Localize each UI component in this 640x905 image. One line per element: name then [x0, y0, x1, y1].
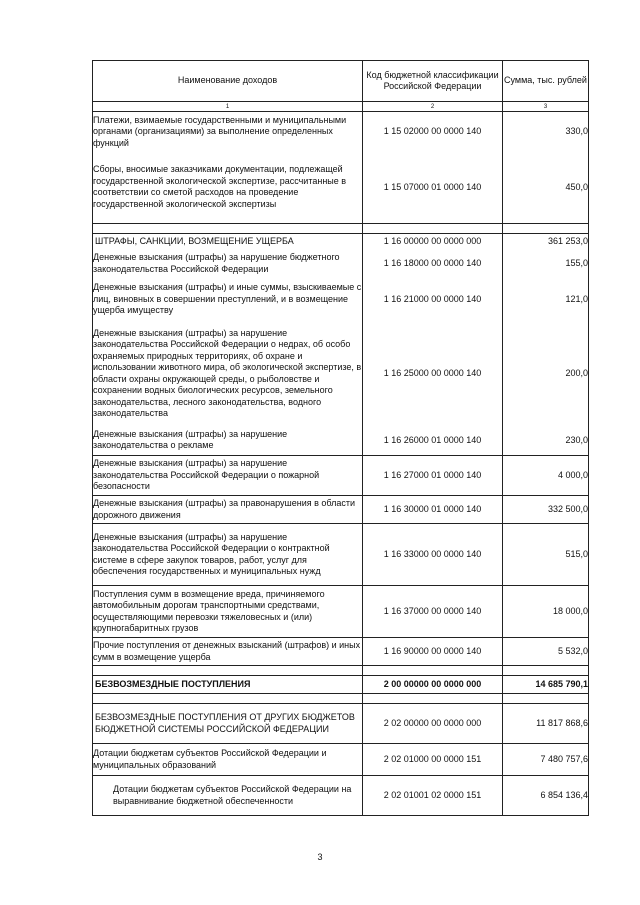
row-code: 1 16 26000 01 0000 140	[363, 426, 503, 456]
row-code: 1 16 25000 00 0000 140	[363, 322, 503, 426]
table-row	[93, 322, 589, 426]
table-row	[93, 152, 589, 224]
row-name: Платежи, взимаемые государственными и муниципальными органами (организациями) за выполнение определенных функций	[93, 112, 363, 152]
row-code: 1 16 30000 01 0000 140	[363, 496, 503, 524]
row-name: Денежные взыскания (штрафы) за правонарушения в области дорожного движения	[93, 496, 363, 524]
row-code: 1 16 33000 00 0000 140	[363, 524, 503, 586]
row-name: Дотации бюджетам субъектов Российской Федерации на выравнивание бюджетной обеспеченности	[93, 776, 363, 816]
row-amount: 515,0	[503, 524, 589, 586]
row-name: Поступления сумм в возмещение вреда, причиняемого автомобильным дорогам транспортными средствами, осуществляющими перевозки тяжеловесных и (или) крупногабаритных грузов	[93, 586, 363, 638]
row-name: Денежные взыскания (штрафы) и иные суммы, взыскиваемые с лиц, виновных в совершении преступлений, и в возмещение ущерба имуществу	[93, 278, 363, 322]
table-row	[93, 776, 589, 816]
row-name: Денежные взыскания (штрафы) за нарушение законодательства о рекламе	[93, 426, 363, 456]
row-name: Дотации бюджетам субъектов Российской Федерации и муниципальных образований	[93, 744, 363, 776]
row-name: Денежные взыскания (штрафы) за нарушение законодательства Российской Федерации о пожарной безопасности	[93, 456, 363, 496]
row-amount: 330,0	[503, 112, 589, 152]
header-amount: Сумма, тыс. рублей	[503, 61, 589, 102]
row-code: 1 16 18000 00 0000 140	[363, 250, 503, 278]
row-amount: 14 685 790,1	[503, 676, 589, 694]
header-code: Код бюджетной классификации Российской Федерации	[363, 61, 503, 102]
row-name: Денежные взыскания (штрафы) за нарушение бюджетного законодательства Российской Федерации	[93, 250, 363, 278]
row-name: БЕЗВОЗМЕЗДНЫЕ ПОСТУПЛЕНИЯ	[93, 676, 363, 694]
row-name: Сборы, вносимые заказчиками документации, подлежащей государственной экологической экспертизе, рассчитанные в соответствии со сметой расходов на проведение государственной экологической экспертизы	[93, 152, 363, 224]
table-row	[93, 426, 589, 456]
row-name: БЕЗВОЗМЕЗДНЫЕ ПОСТУПЛЕНИЯ ОТ ДРУГИХ БЮДЖЕТОВ БЮДЖЕТНОЙ СИСТЕМЫ РОССИЙСКОЙ ФЕДЕРАЦИИ	[93, 704, 363, 744]
row-amount: 155,0	[503, 250, 589, 278]
table-row	[93, 112, 589, 152]
row-amount: 7 480 757,6	[503, 744, 589, 776]
row-code: 1 15 02000 00 0000 140	[363, 112, 503, 152]
row-code: 1 16 37000 00 0000 140	[363, 586, 503, 638]
table-row	[93, 638, 589, 666]
row-code: 1 16 27000 01 0000 140	[363, 456, 503, 496]
row-amount: 332 500,0	[503, 496, 589, 524]
row-amount: 361 253,0	[503, 234, 589, 250]
table-row	[93, 704, 589, 744]
table-row	[93, 744, 589, 776]
table-row	[93, 586, 589, 638]
row-code: 2 02 00000 00 0000 000	[363, 704, 503, 744]
row-name: Денежные взыскания (штрафы) за нарушение законодательства Российской Федерации о контрактной системе в сфере закупок товаров, работ, услуг для обеспечения государственных и муниципальных нужд	[93, 524, 363, 586]
row-amount: 11 817 868,6	[503, 704, 589, 744]
column-number: 3	[503, 102, 589, 112]
table-row	[93, 278, 589, 322]
table-row	[93, 234, 589, 250]
row-code: 1 16 00000 00 0000 000	[363, 234, 503, 250]
row-name: Денежные взыскания (штрафы) за нарушение законодательства Российской Федерации о недрах, об особо охраняемых природных территориях, об охране и использовании животного мира, об экологической экспертизе, в области охраны окружающей среды, о рыболовстве и сохранении водных биологических ресурсов, земельного законодательства, лесного законодательства, водного законодательства	[93, 322, 363, 426]
row-name: ШТРАФЫ, САНКЦИИ, ВОЗМЕЩЕНИЕ УЩЕРБА	[93, 234, 363, 250]
table-row	[93, 496, 589, 524]
row-amount: 121,0	[503, 278, 589, 322]
row-code: 1 15 07000 01 0000 140	[363, 152, 503, 224]
row-code: 1 16 21000 00 0000 140	[363, 278, 503, 322]
table-row	[93, 676, 589, 694]
row-name: Прочие поступления от денежных взысканий (штрафов) и иных сумм в возмещение ущерба	[93, 638, 363, 666]
row-amount: 18 000,0	[503, 586, 589, 638]
row-amount: 200,0	[503, 322, 589, 426]
row-code: 1 16 90000 00 0000 140	[363, 638, 503, 666]
row-amount: 230,0	[503, 426, 589, 456]
table-row	[93, 250, 589, 278]
page-number: 3	[317, 852, 323, 862]
row-amount: 450,0	[503, 152, 589, 224]
column-number: 1	[93, 102, 363, 112]
table-row	[93, 524, 589, 586]
row-code: 2 02 01001 02 0000 151	[363, 776, 503, 816]
row-amount: 4 000,0	[503, 456, 589, 496]
row-amount: 6 854 136,4	[503, 776, 589, 816]
column-number: 2	[363, 102, 503, 112]
table-row	[93, 456, 589, 496]
revenue-table	[92, 60, 589, 816]
row-code: 2 00 00000 00 0000 000	[363, 676, 503, 694]
row-amount: 5 532,0	[503, 638, 589, 666]
header-name: Наименование доходов	[93, 61, 363, 102]
row-code: 2 02 01000 00 0000 151	[363, 744, 503, 776]
